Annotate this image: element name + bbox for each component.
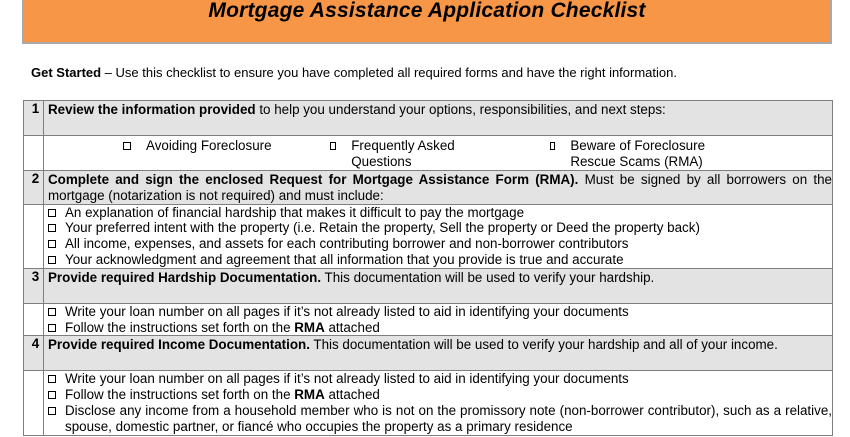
option-faq[interactable] [330, 138, 470, 170]
section-1-header [24, 101, 833, 136]
list-item[interactable]: Your preferred intent with the property (i.e. Retain the property, Sell the property or Deed the property back) [48, 220, 832, 236]
section-heading [44, 171, 833, 205]
section-1-options [24, 136, 833, 171]
list-item[interactable]: Follow the instructions set forth on the RMA attached [48, 320, 832, 336]
option-label: Avoiding Foreclosure [146, 138, 272, 153]
heading-text: to help you understand your options, responsibilities, and next steps: [255, 102, 666, 117]
checkbox[interactable] [48, 324, 56, 332]
section-4-header [24, 336, 833, 371]
list-item[interactable]: Disclose any income from a household member who is not on the promissory note (non-borrower contributor), such as a relative, spouse, domestic partner, or fiancé who occupies the property as a primary residence [48, 403, 832, 435]
title-banner [22, 0, 832, 44]
page-title: Mortgage Assistance Application Checklist [208, 0, 646, 22]
option-rescue-scams[interactable] [550, 138, 720, 170]
section-heading [44, 268, 833, 303]
checkbox[interactable] [48, 209, 56, 217]
heading-bold: Review the information provided [48, 102, 256, 117]
step-number: 2 [24, 171, 44, 205]
intro-lead: Get Started [31, 65, 102, 80]
step-number: 4 [24, 336, 44, 371]
checklist-table [23, 100, 833, 436]
section-3-header [24, 268, 833, 303]
list-item[interactable]: Follow the instructions set forth on the RMA attached [48, 387, 832, 403]
step-number: 3 [24, 268, 44, 303]
checkbox[interactable] [48, 308, 56, 316]
list-item[interactable]: Your acknowledgment and agreement that all information that you provide is true and accurate [48, 252, 832, 268]
checkbox[interactable] [123, 142, 131, 150]
heading-bold: Complete and sign the enclosed Request for Mortgage Assistance Form (RMA). [48, 172, 579, 187]
intro-text [31, 65, 677, 80]
heading-text: This documentation will be used to verify your hardship and all of your income. [309, 337, 778, 353]
checkbox[interactable] [330, 142, 336, 150]
checkbox[interactable] [550, 142, 555, 150]
section-2-items [24, 204, 833, 268]
section-3-items [24, 303, 833, 336]
list-item[interactable]: Write your loan number on all pages if it’s not already listed to aid in identifying your documents [48, 371, 832, 387]
checkbox[interactable] [48, 391, 56, 399]
checkbox[interactable] [48, 407, 56, 415]
intro-body: – Use this checklist to ensure you have completed all required forms and have the right information. [101, 65, 677, 80]
option-label: Beware of Foreclosure Rescue Scams (RMA) [570, 138, 706, 169]
heading-text: This documentation will be used to verify your hardship. [321, 269, 655, 285]
list-item[interactable]: An explanation of financial hardship that makes it difficult to pay the mortgage [48, 205, 832, 221]
option-avoiding-foreclosure[interactable] [123, 138, 272, 154]
checkbox[interactable] [48, 224, 56, 232]
heading-text: Must be signed by all borrowers on the mortgage (notarization is not required) and must include: [48, 172, 832, 203]
option-label: Frequently Asked Questions [351, 138, 455, 169]
checkbox[interactable] [48, 256, 56, 264]
section-2-header [24, 171, 833, 205]
section-heading [44, 101, 833, 136]
heading-bold: Provide required Hardship Documentation. [48, 269, 322, 285]
checkbox[interactable] [48, 240, 56, 248]
list-item[interactable]: Write your loan number on all pages if it’s not already listed to aid in identifying your documents [48, 304, 832, 320]
checkbox[interactable] [48, 375, 56, 383]
list-item[interactable]: All income, expenses, and assets for each contributing borrower and non-borrower contributors [48, 236, 832, 252]
step-number: 1 [24, 101, 44, 136]
section-4-items [24, 371, 833, 435]
section-heading [44, 336, 833, 371]
heading-bold: Provide required Income Documentation. [48, 337, 310, 353]
